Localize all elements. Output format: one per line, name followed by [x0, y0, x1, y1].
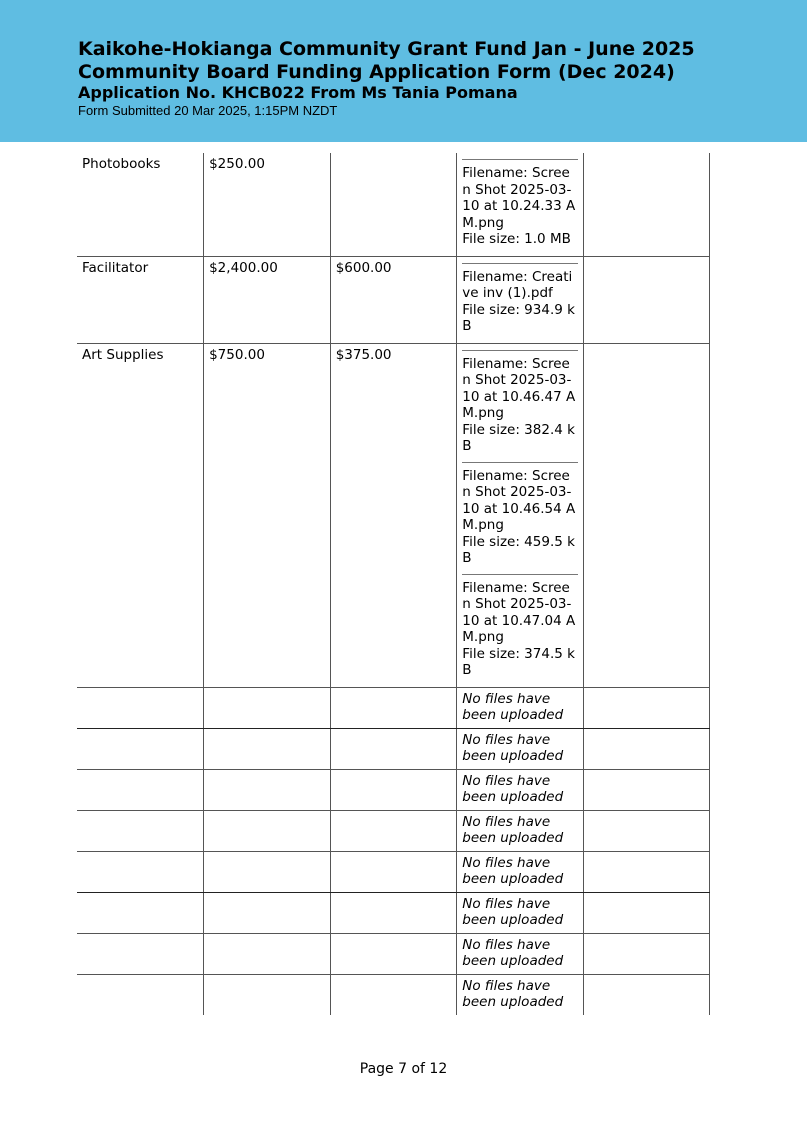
attachment-filename: Filename: Creative inv (1).pdf: [462, 268, 573, 301]
attachment-file[interactable]: [462, 159, 578, 252]
item-name-cell: Facilitator: [77, 256, 204, 343]
total-cost-cell: $750.00: [204, 343, 331, 687]
attachments-cell: [457, 892, 584, 933]
attachment-file[interactable]: [462, 263, 578, 339]
notes-cell: [583, 892, 710, 933]
table-row: [77, 687, 710, 728]
notes-cell: [583, 153, 710, 256]
no-files-message: No files have been uploaded: [462, 895, 564, 928]
total-cost-cell: [204, 810, 331, 851]
item-name-cell: [77, 810, 204, 851]
total-cost-cell: [204, 892, 331, 933]
amount-requested-cell: $375.00: [330, 343, 457, 687]
attachment-filename: Filename: Screen Shot 2025-03-10 at 10.46.54 AM.png: [462, 467, 576, 533]
no-files-message: No files have been uploaded: [462, 690, 564, 723]
attachments-cell: [457, 769, 584, 810]
attachment-filename: Filename: Screen Shot 2025-03-10 at 10.47.04 AM.png: [462, 579, 576, 645]
submission-timestamp: Form Submitted 20 Mar 2025, 1:15PM NZDT: [78, 103, 338, 118]
amount-requested-cell: [330, 851, 457, 892]
amount-requested-cell: [330, 933, 457, 974]
budget-items-body: [77, 153, 710, 1015]
notes-cell: [583, 728, 710, 769]
notes-cell: [583, 687, 710, 728]
attachments-cell: [457, 728, 584, 769]
table-row: [77, 769, 710, 810]
amount-requested-cell: [330, 687, 457, 728]
total-cost-cell: [204, 851, 331, 892]
budget-items-table: [77, 153, 710, 1015]
attachment-filesize: File size: 1.0 MB: [462, 231, 571, 247]
attachment-filesize: File size: 934.9 kB: [462, 301, 575, 334]
amount-requested-cell: [330, 153, 457, 256]
amount-requested-cell: $600.00: [330, 256, 457, 343]
total-cost-cell: $250.00: [204, 153, 331, 256]
attachment-file[interactable]: [462, 574, 578, 683]
item-name-cell: [77, 974, 204, 1015]
attachment-filesize: File size: 459.5 kB: [462, 533, 575, 566]
item-name-cell: [77, 687, 204, 728]
total-cost-cell: $2,400.00: [204, 256, 331, 343]
attachments-cell: [457, 933, 584, 974]
table-row: [77, 933, 710, 974]
attachment-file[interactable]: [462, 462, 578, 571]
table-row: [77, 343, 710, 687]
total-cost-cell: [204, 728, 331, 769]
no-files-message: No files have been uploaded: [462, 731, 564, 764]
item-name-cell: [77, 728, 204, 769]
total-cost-cell: [204, 974, 331, 1015]
attachments-cell: [457, 687, 584, 728]
item-name-cell: [77, 892, 204, 933]
total-cost-cell: [204, 769, 331, 810]
notes-cell: [583, 769, 710, 810]
attachment-file[interactable]: [462, 350, 578, 459]
notes-cell: [583, 933, 710, 974]
item-name-cell: [77, 769, 204, 810]
item-name-cell: [77, 933, 204, 974]
attachments-cell: [457, 974, 584, 1015]
page-header: [0, 0, 807, 142]
table-row: [77, 728, 710, 769]
attachments-cell: [457, 153, 584, 256]
notes-cell: [583, 810, 710, 851]
no-files-message: No files have been uploaded: [462, 772, 564, 805]
no-files-message: No files have been uploaded: [462, 977, 564, 1010]
attachments-cell: [457, 810, 584, 851]
table-row: [77, 851, 710, 892]
table-row: [77, 974, 710, 1015]
total-cost-cell: [204, 687, 331, 728]
amount-requested-cell: [330, 769, 457, 810]
attachment-filesize: File size: 382.4 kB: [462, 421, 575, 454]
no-files-message: No files have been uploaded: [462, 854, 564, 887]
notes-cell: [583, 974, 710, 1015]
amount-requested-cell: [330, 892, 457, 933]
attachment-filename: Filename: Screen Shot 2025-03-10 at 10.24.33 AM.png: [462, 165, 576, 231]
no-files-message: No files have been uploaded: [462, 936, 564, 969]
attachment-filesize: File size: 374.5 kB: [462, 645, 575, 678]
attachments-cell: [457, 256, 584, 343]
notes-cell: [583, 256, 710, 343]
notes-cell: [583, 343, 710, 687]
table-row: [77, 153, 710, 256]
amount-requested-cell: [330, 974, 457, 1015]
page-number: Page 7 of 12: [359, 1061, 448, 1077]
amount-requested-cell: [330, 810, 457, 851]
total-cost-cell: [204, 933, 331, 974]
item-name-cell: Art Supplies: [77, 343, 204, 687]
form-title-line-2: Community Board Funding Application Form (Dec 2024): [78, 61, 675, 83]
table-row: [77, 256, 710, 343]
item-name-cell: [77, 851, 204, 892]
table-row: [77, 892, 710, 933]
attachment-filename: Filename: Screen Shot 2025-03-10 at 10.46.47 AM.png: [462, 355, 576, 421]
attachments-cell: [457, 851, 584, 892]
application-number: Application No. KHCB022 From Ms Tania Pomana: [78, 83, 518, 102]
form-title-line-1: Kaikohe-Hokianga Community Grant Fund Jan - June 2025: [78, 38, 695, 60]
item-name-cell: Photobooks: [77, 153, 204, 256]
amount-requested-cell: [330, 728, 457, 769]
attachments-cell: [457, 343, 584, 687]
table-row: [77, 810, 710, 851]
no-files-message: No files have been uploaded: [462, 813, 564, 846]
notes-cell: [583, 851, 710, 892]
